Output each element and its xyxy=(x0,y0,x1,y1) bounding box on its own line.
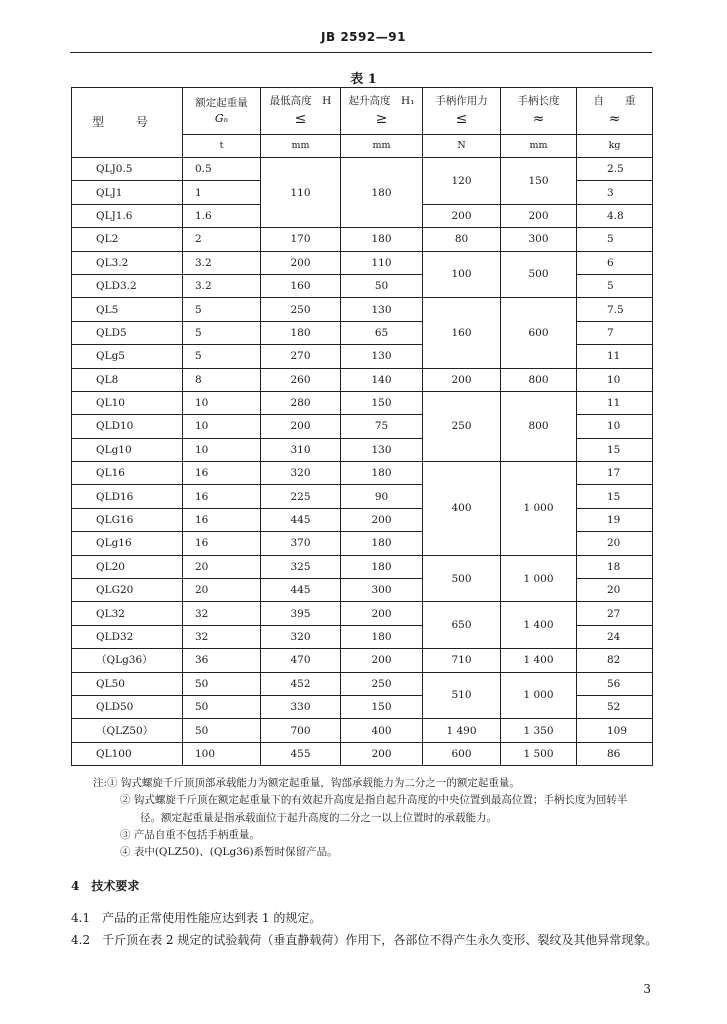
cell-model: QL2 xyxy=(72,228,183,251)
cell-lift-height: 130 xyxy=(341,438,423,461)
cell-model: QLg16 xyxy=(72,532,183,555)
cell-lift-height: 180 xyxy=(341,228,423,251)
col-header-min-height: 最低高度 H ≤ xyxy=(261,88,341,135)
table-row xyxy=(72,368,653,391)
cell-model: QLG16 xyxy=(72,508,183,531)
cell-model: QLD3.2 xyxy=(72,274,183,297)
table-row xyxy=(72,462,653,485)
cell-weight: 20 xyxy=(577,532,653,555)
cell-handle-force: 120 xyxy=(423,158,501,205)
cell-weight: 82 xyxy=(577,649,653,672)
cell-weight: 19 xyxy=(577,508,653,531)
cell-capacity: 16 xyxy=(183,508,261,531)
cell-lift-height: 150 xyxy=(341,695,423,718)
cell-weight: 7.5 xyxy=(577,298,653,321)
cell-model: QLD16 xyxy=(72,485,183,508)
cell-min-height: 270 xyxy=(261,345,341,368)
cell-min-height: 320 xyxy=(261,625,341,648)
cell-model: QLJ1.6 xyxy=(72,204,183,227)
table-row xyxy=(72,158,653,181)
cell-capacity: 50 xyxy=(183,672,261,695)
cell-model: QL16 xyxy=(72,462,183,485)
cell-capacity: 10 xyxy=(183,415,261,438)
cell-lift-height: 110 xyxy=(341,251,423,274)
col-header-handle-length: 手柄长度 ≈ xyxy=(501,88,577,135)
cell-handle-length: 300 xyxy=(501,228,577,251)
cell-handle-length: 1 500 xyxy=(501,742,577,765)
cell-weight: 27 xyxy=(577,602,653,625)
table-row xyxy=(72,742,653,765)
cell-model: QLJ1 xyxy=(72,181,183,204)
cell-weight: 10 xyxy=(577,415,653,438)
jack-spec-table xyxy=(71,87,653,766)
cell-model: QLD32 xyxy=(72,625,183,648)
cell-model: QLD10 xyxy=(72,415,183,438)
cell-handle-force: 250 xyxy=(423,391,501,461)
cell-handle-force: 160 xyxy=(423,298,501,368)
cell-lift-height: 130 xyxy=(341,298,423,321)
col-header-weight: 自 重 ≈ xyxy=(577,88,653,135)
cell-weight: 20 xyxy=(577,579,653,602)
cell-handle-force: 400 xyxy=(423,462,501,556)
cell-lift-height: 65 xyxy=(341,321,423,344)
cell-weight: 4.8 xyxy=(577,204,653,227)
cell-min-height: 452 xyxy=(261,672,341,695)
cell-capacity: 10 xyxy=(183,438,261,461)
cell-capacity: 32 xyxy=(183,625,261,648)
cell-weight: 7 xyxy=(577,321,653,344)
header-rule xyxy=(70,52,652,53)
cell-handle-length: 150 xyxy=(501,158,577,205)
cell-capacity: 50 xyxy=(183,719,261,742)
cell-min-height: 260 xyxy=(261,368,341,391)
cell-weight: 5 xyxy=(577,274,653,297)
unit-handle-force: N xyxy=(423,135,501,158)
cell-min-height: 395 xyxy=(261,602,341,625)
cell-model: QL5 xyxy=(72,298,183,321)
cell-model: QLD50 xyxy=(72,695,183,718)
cell-lift-height: 200 xyxy=(341,602,423,625)
col-header-lift-height: 起升高度 H₁ ≥ xyxy=(341,88,423,135)
cell-handle-length: 1 000 xyxy=(501,462,577,556)
cell-handle-length: 1 400 xyxy=(501,649,577,672)
cell-lift-height: 300 xyxy=(341,579,423,602)
cell-capacity: 2 xyxy=(183,228,261,251)
cell-min-height: 225 xyxy=(261,485,341,508)
table-row xyxy=(72,649,653,672)
cell-weight: 15 xyxy=(577,438,653,461)
cell-min-height: 320 xyxy=(261,462,341,485)
cell-capacity: 5 xyxy=(183,321,261,344)
cell-weight: 56 xyxy=(577,672,653,695)
cell-weight: 86 xyxy=(577,742,653,765)
cell-weight: 6 xyxy=(577,251,653,274)
cell-handle-length: 200 xyxy=(501,204,577,227)
table-caption: 表 1 xyxy=(350,72,377,87)
unit-weight: kg xyxy=(577,135,653,158)
cell-weight: 5 xyxy=(577,228,653,251)
cell-weight: 17 xyxy=(577,462,653,485)
cell-handle-length: 500 xyxy=(501,251,577,298)
cell-lift-height: 75 xyxy=(341,415,423,438)
cell-model: QLG20 xyxy=(72,579,183,602)
unit-min-height: mm xyxy=(261,135,341,158)
cell-min-height: 110 xyxy=(261,158,341,228)
cell-model: QLg10 xyxy=(72,438,183,461)
cell-weight: 109 xyxy=(577,719,653,742)
cell-lift-height: 50 xyxy=(341,274,423,297)
cell-handle-force: 710 xyxy=(423,649,501,672)
cell-capacity: 0.5 xyxy=(183,158,261,181)
cell-weight: 15 xyxy=(577,485,653,508)
cell-capacity: 1.6 xyxy=(183,204,261,227)
table-row xyxy=(72,298,653,321)
cell-weight: 3 xyxy=(577,181,653,204)
cell-model: QL10 xyxy=(72,391,183,414)
table-row xyxy=(72,672,653,695)
cell-min-height: 160 xyxy=(261,274,341,297)
col-header-handle-force: 手柄作用力 ≤ xyxy=(423,88,501,135)
unit-capacity: t xyxy=(183,135,261,158)
cell-model: QL100 xyxy=(72,742,183,765)
cell-handle-length: 1 400 xyxy=(501,602,577,649)
page-number: 3 xyxy=(643,982,651,996)
cell-weight: 2.5 xyxy=(577,158,653,181)
cell-min-height: 280 xyxy=(261,391,341,414)
col-header-capacity: 额定起重量 Gₙ xyxy=(183,88,261,135)
note-2a: ② 钩式螺旋千斤顶在额定起重量下的有效起升高度是指自起升高度的中央位置到最高位置；手柄长度为回转半 xyxy=(120,794,628,807)
cell-handle-force: 600 xyxy=(423,742,501,765)
cell-capacity: 16 xyxy=(183,532,261,555)
cell-min-height: 170 xyxy=(261,228,341,251)
cell-handle-force: 200 xyxy=(423,368,501,391)
cell-capacity: 20 xyxy=(183,555,261,578)
cell-min-height: 370 xyxy=(261,532,341,555)
cell-handle-length: 1 000 xyxy=(501,555,577,602)
cell-min-height: 330 xyxy=(261,695,341,718)
cell-min-height: 200 xyxy=(261,415,341,438)
cell-capacity: 5 xyxy=(183,345,261,368)
unit-handle-length: mm xyxy=(501,135,577,158)
cell-capacity: 100 xyxy=(183,742,261,765)
cell-capacity: 5 xyxy=(183,298,261,321)
note-1: 注:① 钩式螺旋千斤顶顶部承载能力为额定起重量，钩部承载能力为二分之一的额定起重量。 xyxy=(93,777,520,789)
cell-lift-height: 180 xyxy=(341,532,423,555)
cell-handle-force: 100 xyxy=(423,251,501,298)
cell-model: QLg5 xyxy=(72,345,183,368)
cell-capacity: 16 xyxy=(183,485,261,508)
cell-capacity: 50 xyxy=(183,695,261,718)
cell-lift-height: 180 xyxy=(341,555,423,578)
cell-capacity: 36 xyxy=(183,649,261,672)
cell-min-height: 180 xyxy=(261,321,341,344)
cell-min-height: 455 xyxy=(261,742,341,765)
cell-capacity: 20 xyxy=(183,579,261,602)
table-row xyxy=(72,719,653,742)
clause-4-2: 4.2 千斤顶在表 2 规定的试验载荷（垂直静载荷）作用下，各部位不得产生永久变形、裂纹及其他异常现象。 xyxy=(71,933,658,947)
cell-min-height: 445 xyxy=(261,508,341,531)
note-3: ③ 产品自重不包括手柄重量。 xyxy=(120,828,260,841)
cell-model: QL50 xyxy=(72,672,183,695)
cell-handle-force: 500 xyxy=(423,555,501,602)
note-2b: 径。额定起重量是指承载面位于起升高度的二分之一以上位置时的承载能力。 xyxy=(140,811,497,824)
cell-handle-force: 80 xyxy=(423,228,501,251)
table-row xyxy=(72,391,653,414)
cell-model: QL8 xyxy=(72,368,183,391)
cell-model: （QLg36） xyxy=(72,649,183,672)
cell-lift-height: 130 xyxy=(341,345,423,368)
cell-min-height: 250 xyxy=(261,298,341,321)
cell-min-height: 310 xyxy=(261,438,341,461)
document-number: JB 2592—91 xyxy=(321,30,406,44)
cell-weight: 10 xyxy=(577,368,653,391)
table-notes xyxy=(93,775,663,862)
cell-min-height: 445 xyxy=(261,579,341,602)
cell-capacity: 8 xyxy=(183,368,261,391)
table-row xyxy=(72,602,653,625)
cell-handle-length: 800 xyxy=(501,368,577,391)
cell-weight: 52 xyxy=(577,695,653,718)
cell-lift-height: 180 xyxy=(341,625,423,648)
cell-weight: 24 xyxy=(577,625,653,648)
cell-lift-height: 180 xyxy=(341,462,423,485)
cell-handle-length: 800 xyxy=(501,391,577,461)
cell-capacity: 16 xyxy=(183,462,261,485)
cell-lift-height: 250 xyxy=(341,672,423,695)
cell-handle-length: 1 350 xyxy=(501,719,577,742)
cell-lift-height: 140 xyxy=(341,368,423,391)
cell-capacity: 1 xyxy=(183,181,261,204)
cell-min-height: 325 xyxy=(261,555,341,578)
cell-model: QL3.2 xyxy=(72,251,183,274)
header-row xyxy=(72,88,653,135)
cell-model: QLJ0.5 xyxy=(72,158,183,181)
cell-capacity: 32 xyxy=(183,602,261,625)
cell-handle-force: 510 xyxy=(423,672,501,719)
cell-capacity: 10 xyxy=(183,391,261,414)
cell-lift-height: 150 xyxy=(341,391,423,414)
cell-model: QL32 xyxy=(72,602,183,625)
cell-handle-force: 650 xyxy=(423,602,501,649)
note-4: ④ 表中(QLZ50)、(QLg36)系暂时保留产品。 xyxy=(120,846,338,859)
cell-lift-height: 200 xyxy=(341,742,423,765)
cell-handle-length: 1 000 xyxy=(501,672,577,719)
section-heading: 4 技术要求 xyxy=(71,879,140,893)
cell-lift-height: 200 xyxy=(341,508,423,531)
cell-model: QL20 xyxy=(72,555,183,578)
table-row xyxy=(72,228,653,251)
cell-weight: 11 xyxy=(577,391,653,414)
cell-lift-height: 200 xyxy=(341,649,423,672)
col-header-model: 型 号 xyxy=(72,88,183,158)
cell-capacity: 3.2 xyxy=(183,251,261,274)
unit-lift-height: mm xyxy=(341,135,423,158)
cell-capacity: 3.2 xyxy=(183,274,261,297)
table-body xyxy=(72,158,653,766)
clause-4-1: 4.1 产品的正常使用性能应达到表 1 的规定。 xyxy=(71,911,322,925)
cell-handle-force: 1 490 xyxy=(423,719,501,742)
cell-min-height: 470 xyxy=(261,649,341,672)
table-row xyxy=(72,251,653,274)
cell-weight: 11 xyxy=(577,345,653,368)
cell-lift-height: 180 xyxy=(341,158,423,228)
cell-model: QLD5 xyxy=(72,321,183,344)
cell-min-height: 700 xyxy=(261,719,341,742)
cell-lift-height: 90 xyxy=(341,485,423,508)
table-row xyxy=(72,555,653,578)
cell-min-height: 200 xyxy=(261,251,341,274)
cell-handle-force: 200 xyxy=(423,204,501,227)
cell-model: （QLZ50） xyxy=(72,719,183,742)
cell-weight: 18 xyxy=(577,555,653,578)
cell-lift-height: 400 xyxy=(341,719,423,742)
cell-handle-length: 600 xyxy=(501,298,577,368)
